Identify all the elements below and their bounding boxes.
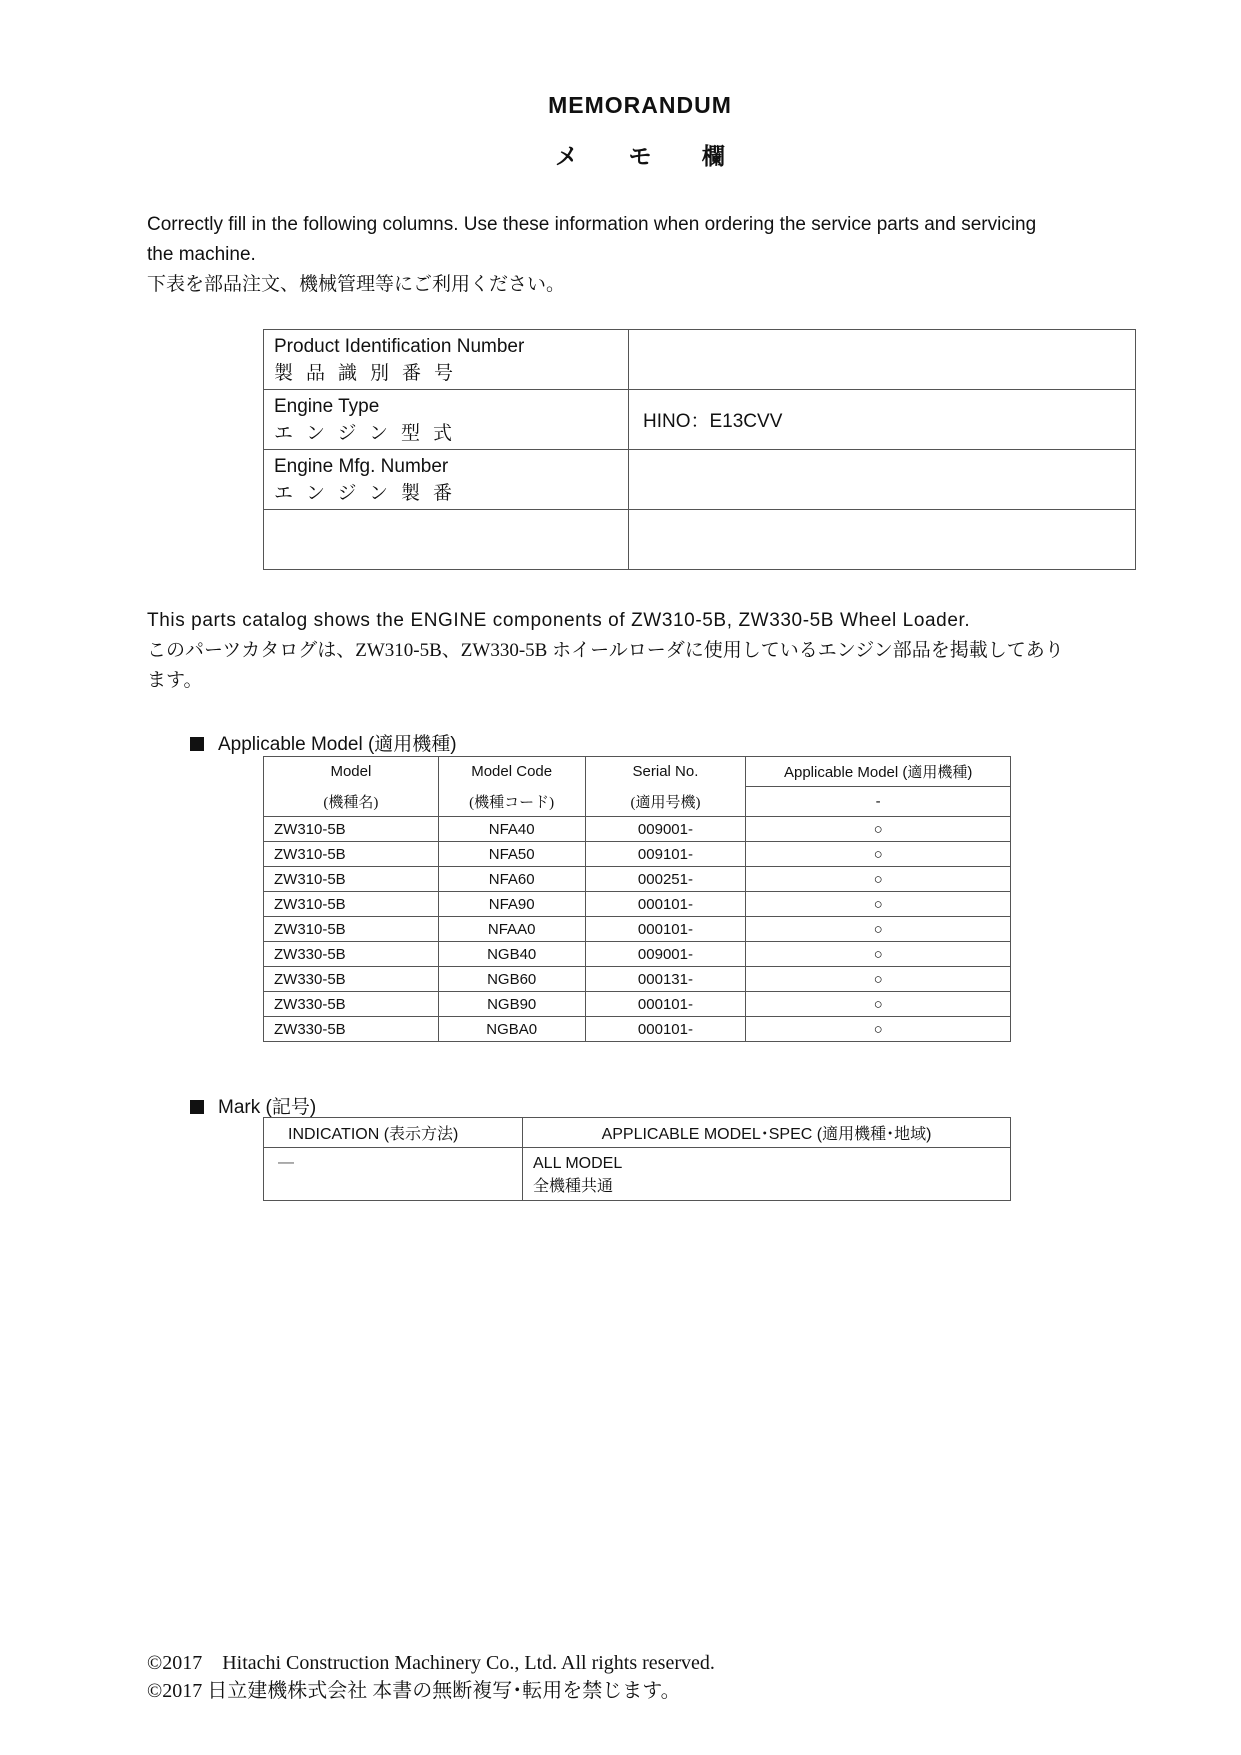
mark-heading (190, 1092, 316, 1119)
model-code-cell: NFAA0 (438, 917, 585, 942)
memo-label-jp: エンジン型式 (274, 422, 466, 444)
model-cell: ZW310-5B (264, 867, 439, 892)
copyright-jp: ©2017 日立建機株式会社 本書の無断複写･転用を禁じます。 (147, 1680, 681, 1702)
mark-table (263, 1117, 1011, 1201)
model-cell: ZW310-5B (264, 817, 439, 842)
serial-cell: 000251- (585, 867, 746, 892)
copyright-en: ©2017 Hitachi Construction Machinery Co., Ltd. All rights reserved. (147, 1652, 715, 1674)
table-row (264, 1017, 1011, 1042)
serial-cell: 000101- (585, 892, 746, 917)
applicable-mark-cell: ○ (746, 992, 1011, 1017)
applicable-mark-cell: ○ (746, 967, 1011, 992)
memo-label-cell[interactable] (264, 510, 629, 570)
model-code-cell: NGB40 (438, 942, 585, 967)
model-code-cell: NFA40 (438, 817, 585, 842)
mark-spec-cell (523, 1148, 1011, 1201)
applicable-model-table (263, 756, 1011, 1042)
memo-table (263, 329, 1136, 570)
memo-row (264, 510, 1136, 570)
serial-cell: 000101- (585, 992, 746, 1017)
page-title: MEMORANDUM (548, 92, 732, 118)
mark-spec-jp: 全機種共通 (533, 1178, 614, 1195)
serial-cell: 000131- (585, 967, 746, 992)
intro-text-jp: 下表を部品注文、機械管理等にご利用ください。 (147, 274, 566, 295)
intro-text-en-2: the machine. (147, 244, 256, 265)
applicable-model-heading-text: Applicable Model (適用機種) (218, 734, 457, 755)
mark-spec-en: ALL MODEL (533, 1155, 623, 1172)
applicable-mark-cell: ○ (746, 867, 1011, 892)
serial-cell: 000101- (585, 917, 746, 942)
square-bullet-icon (190, 737, 204, 751)
memo-label-cell (264, 390, 629, 450)
model-code-cell: NGB60 (438, 967, 585, 992)
header-model-code-jp: (機種コード) (438, 787, 585, 817)
model-cell: ZW310-5B (264, 892, 439, 917)
header-serial: Serial No. (585, 757, 746, 787)
applicable-mark-cell: ○ (746, 942, 1011, 967)
header-serial-jp: (適用号機) (585, 787, 746, 817)
table-row (264, 992, 1011, 1017)
table-row (264, 942, 1011, 967)
model-code-cell: NFA90 (438, 892, 585, 917)
applicable-mark-cell: ○ (746, 842, 1011, 867)
table-row (264, 967, 1011, 992)
table-row (264, 917, 1011, 942)
mark-row (264, 1148, 1011, 1201)
table-row (264, 842, 1011, 867)
memo-label: Engine Mfg. Number (274, 455, 449, 477)
table-header-row (264, 757, 1011, 787)
header-applicable: Applicable Model (適用機種) (746, 757, 1011, 787)
square-bullet-icon (190, 1100, 204, 1114)
memo-label: Product Identification Number (274, 335, 525, 357)
header-model-jp: (機種名) (264, 787, 439, 817)
model-code-cell: NFA50 (438, 842, 585, 867)
mark-header-indication: INDICATION (表示方法) (264, 1118, 523, 1148)
applicable-mark-cell: ○ (746, 917, 1011, 942)
model-cell: ZW330-5B (264, 942, 439, 967)
catalog-description-en: This parts catalog shows the ENGINE components of ZW310-5B, ZW330-5B Wheel Loader. (147, 610, 971, 631)
memo-value-field[interactable] (629, 510, 1136, 570)
applicable-mark-cell: ○ (746, 1017, 1011, 1042)
model-cell: ZW330-5B (264, 992, 439, 1017)
memo-row (264, 330, 1136, 390)
model-cell: ZW310-5B (264, 842, 439, 867)
memo-value-field[interactable]: HINO：E13CVV (629, 390, 1136, 450)
memo-label-jp: エンジン製番 (274, 482, 466, 504)
serial-cell: 009001- (585, 817, 746, 842)
serial-cell: 009001- (585, 942, 746, 967)
serial-cell: 009101- (585, 842, 746, 867)
intro-text-en-1: Correctly fill in the following columns. Use these information when ordering the service parts and servicing (147, 214, 1037, 235)
mark-header-applicable: APPLICABLE MODEL･SPEC (適用機種･地域) (523, 1118, 1011, 1148)
model-cell: ZW330-5B (264, 1017, 439, 1042)
applicable-model-heading (190, 729, 457, 756)
model-code-cell: NGB90 (438, 992, 585, 1017)
catalog-description-jp-1: このパーツカタログは、ZW310-5B、ZW330-5B ホイールローダに使用しているエンジン部品を掲載してあり (147, 640, 1064, 661)
memo-label-cell (264, 330, 629, 390)
memo-label-jp: 製品識別番号 (274, 362, 467, 384)
model-code-cell: NFA60 (438, 867, 585, 892)
table-row (264, 867, 1011, 892)
memo-label: Engine Type (274, 395, 380, 417)
memo-row (264, 390, 1136, 450)
table-row (264, 892, 1011, 917)
applicable-mark-cell: ○ (746, 892, 1011, 917)
model-code-cell: NGBA0 (438, 1017, 585, 1042)
memo-value-field[interactable] (629, 450, 1136, 510)
memo-row (264, 450, 1136, 510)
mark-header-row (264, 1118, 1011, 1148)
applicable-mark-cell: ○ (746, 817, 1011, 842)
catalog-description-jp-2: ます。 (147, 670, 203, 691)
mark-heading-text: Mark (記号) (218, 1097, 317, 1118)
model-cell: ZW310-5B (264, 917, 439, 942)
memo-value-field[interactable] (629, 330, 1136, 390)
header-applicable-sub: - (746, 787, 1011, 817)
mark-indication-cell: — (264, 1148, 523, 1201)
header-model: Model (264, 757, 439, 787)
table-row (264, 817, 1011, 842)
model-cell: ZW330-5B (264, 967, 439, 992)
page-title-jp: メ モ 欄 (555, 143, 725, 169)
header-model-code: Model Code (438, 757, 585, 787)
serial-cell: 000101- (585, 1017, 746, 1042)
table-header-row-jp (264, 787, 1011, 817)
memo-label-cell (264, 450, 629, 510)
